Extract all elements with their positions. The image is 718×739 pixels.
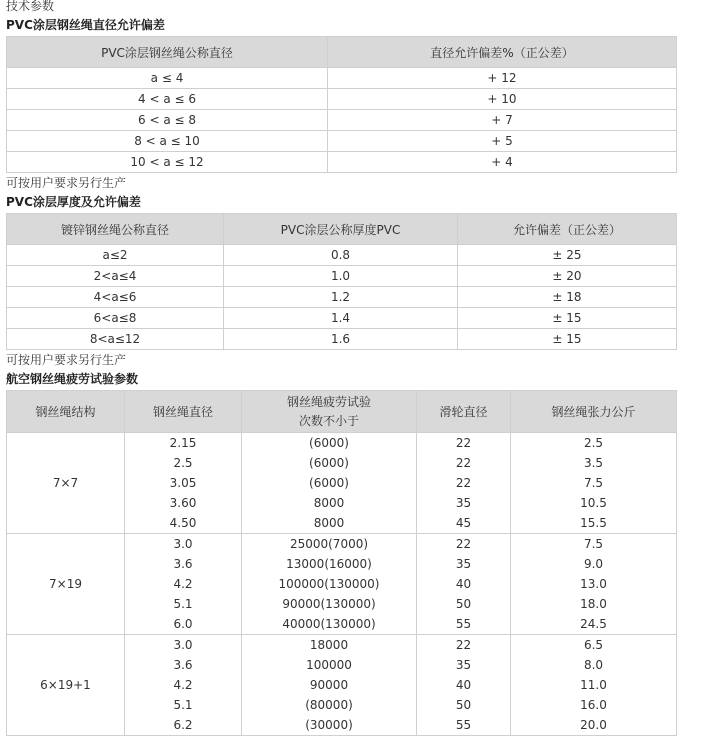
value-line: 24.5 <box>580 617 607 631</box>
column-header: 钢丝绳结构 <box>7 391 125 433</box>
column-header-fatigue <box>242 391 417 433</box>
table-cell: 1.6 <box>224 329 458 350</box>
value-line: 10.5 <box>580 496 607 510</box>
value-line: 100000(130000) <box>278 577 380 591</box>
section-header: 技术参数 <box>6 0 55 13</box>
table-cell: ± 15 <box>458 329 677 350</box>
table-cell: 0.8 <box>224 245 458 266</box>
column-header: 钢丝绳直径 <box>125 391 242 433</box>
value-line: 5.1 <box>173 698 193 712</box>
value-line: 3.6 <box>173 658 193 672</box>
value-line: 40000(130000) <box>282 617 376 631</box>
table-header-row <box>7 391 677 433</box>
table-cell: 4<a≤6 <box>7 287 224 308</box>
table2-title: PVC涂层厚度及允许偏差 <box>6 195 141 209</box>
structure-cell: 6×19+1 <box>7 635 125 736</box>
table-cell: 6<a≤8 <box>7 308 224 329</box>
value-line: (6000) <box>309 436 349 450</box>
value-line: 22 <box>455 436 472 450</box>
diameter-cell <box>125 635 242 736</box>
cycles-cell <box>242 635 417 736</box>
pulley-cell <box>417 433 511 534</box>
value-line: 45 <box>455 516 472 530</box>
value-line: 22 <box>455 638 472 652</box>
value-line: 100000 <box>306 658 352 672</box>
table-cell: 10 < a ≤ 12 <box>7 152 328 173</box>
column-header: 镀锌钢丝绳公称直径 <box>7 214 224 245</box>
value-line: (30000) <box>305 718 353 732</box>
value-line: 9.0 <box>583 557 604 571</box>
table-cell: 6 < a ≤ 8 <box>7 110 328 131</box>
tension-cell <box>511 433 677 534</box>
table-cell: 8 < a ≤ 10 <box>7 131 328 152</box>
value-line: 13.0 <box>580 577 607 591</box>
table2-note: 可按用户要求另行生产 <box>6 353 127 367</box>
value-line: 3.05 <box>169 476 197 490</box>
table-cell: 2<a≤4 <box>7 266 224 287</box>
column-header: 允许偏差（正公差） <box>458 214 677 245</box>
value-line: 3.60 <box>169 496 197 510</box>
column-header: PVC涂层钢丝绳公称直径 <box>7 37 328 68</box>
value-line: 50 <box>455 597 472 611</box>
value-line: 16.0 <box>580 698 607 712</box>
value-line: 22 <box>455 537 472 551</box>
table-row <box>7 266 677 287</box>
pulley-cell <box>417 635 511 736</box>
table-row <box>7 89 677 110</box>
table-cell: + 10 <box>328 89 677 110</box>
header-line: 次数不小于 <box>298 413 359 428</box>
table-cell: a≤2 <box>7 245 224 266</box>
value-line: 25000(7000) <box>289 537 369 551</box>
table-row-group <box>7 635 677 736</box>
column-header: PVC涂层公称厚度PVC <box>224 214 458 245</box>
table-row <box>7 152 677 173</box>
value-line: 6.2 <box>173 718 193 732</box>
coating-thickness-table <box>6 213 677 350</box>
value-line: 4.2 <box>173 678 193 692</box>
table-cell: 4 < a ≤ 6 <box>7 89 328 110</box>
table-header-row <box>7 37 677 68</box>
table-cell: + 4 <box>328 152 677 173</box>
value-line: (6000) <box>309 456 349 470</box>
value-line: 8000 <box>313 496 345 510</box>
value-line: 6.0 <box>173 617 193 631</box>
value-line: 8.0 <box>583 658 604 672</box>
cycles-cell <box>242 534 417 635</box>
table-cell: ± 18 <box>458 287 677 308</box>
value-line: 5.1 <box>173 597 193 611</box>
value-line: (6000) <box>309 476 349 490</box>
table-cell: + 5 <box>328 131 677 152</box>
table-cell: ± 15 <box>458 308 677 329</box>
table1-title: PVC涂层钢丝绳直径允许偏差 <box>6 18 165 32</box>
tension-cell <box>511 534 677 635</box>
structure-cell: 7×19 <box>7 534 125 635</box>
value-line: 7.5 <box>583 537 604 551</box>
table-row <box>7 308 677 329</box>
value-line: 7.5 <box>583 476 604 490</box>
value-line: 35 <box>455 496 472 510</box>
table-cell: ± 25 <box>458 245 677 266</box>
table1-note: 可按用户要求另行生产 <box>6 176 127 190</box>
tension-cell <box>511 635 677 736</box>
value-line: 6.5 <box>583 638 604 652</box>
value-line: 90000(130000) <box>282 597 376 611</box>
pulley-cell <box>417 534 511 635</box>
table-row-group <box>7 433 677 534</box>
value-line: 18000 <box>309 638 349 652</box>
column-header: 钢丝绳张力公斤 <box>511 391 677 433</box>
table-row <box>7 245 677 266</box>
value-line: 22 <box>455 456 472 470</box>
value-line: 3.0 <box>173 537 193 551</box>
table-cell: 1.2 <box>224 287 458 308</box>
value-line: 8000 <box>313 516 345 530</box>
column-header: 滑轮直径 <box>417 391 511 433</box>
table-row <box>7 287 677 308</box>
column-header: 直径允许偏差%（正公差） <box>328 37 677 68</box>
value-line: 55 <box>455 617 472 631</box>
diameter-cell <box>125 534 242 635</box>
header-line: 钢丝绳疲劳试验 <box>286 394 371 409</box>
value-line: 35 <box>455 658 472 672</box>
value-line: 3.0 <box>173 638 193 652</box>
table-row <box>7 110 677 131</box>
table-cell: 8<a≤12 <box>7 329 224 350</box>
value-line: 2.15 <box>169 436 197 450</box>
table-cell: + 7 <box>328 110 677 131</box>
value-line: 4.2 <box>173 577 193 591</box>
value-line: 40 <box>455 577 472 591</box>
value-line: 22 <box>455 476 472 490</box>
value-line: 3.6 <box>173 557 193 571</box>
diameter-tolerance-table <box>6 36 677 173</box>
table-row <box>7 329 677 350</box>
value-line: 90000 <box>309 678 349 692</box>
cycles-cell <box>242 433 417 534</box>
value-line: 20.0 <box>580 718 607 732</box>
table-row-group <box>7 534 677 635</box>
table-cell: ± 20 <box>458 266 677 287</box>
diameter-cell <box>125 433 242 534</box>
value-line: 15.5 <box>580 516 607 530</box>
value-line: (80000) <box>305 698 353 712</box>
value-line: 11.0 <box>580 678 607 692</box>
fatigue-test-table <box>6 390 677 736</box>
table-row <box>7 68 677 89</box>
value-line: 40 <box>455 678 472 692</box>
value-line: 55 <box>455 718 472 732</box>
value-line: 2.5 <box>173 456 193 470</box>
value-line: 2.5 <box>583 436 604 450</box>
table3-title: 航空钢丝绳疲劳试验参数 <box>6 372 139 386</box>
table-header-row <box>7 214 677 245</box>
structure-cell: 7×7 <box>7 433 125 534</box>
value-line: 4.50 <box>169 516 197 530</box>
table-cell: + 12 <box>328 68 677 89</box>
value-line: 50 <box>455 698 472 712</box>
value-line: 18.0 <box>580 597 607 611</box>
table-cell: 1.0 <box>224 266 458 287</box>
table-row <box>7 131 677 152</box>
value-line: 3.5 <box>583 456 604 470</box>
value-line: 13000(16000) <box>286 557 372 571</box>
table-cell: 1.4 <box>224 308 458 329</box>
value-line: 35 <box>455 557 472 571</box>
table-cell: a ≤ 4 <box>7 68 328 89</box>
